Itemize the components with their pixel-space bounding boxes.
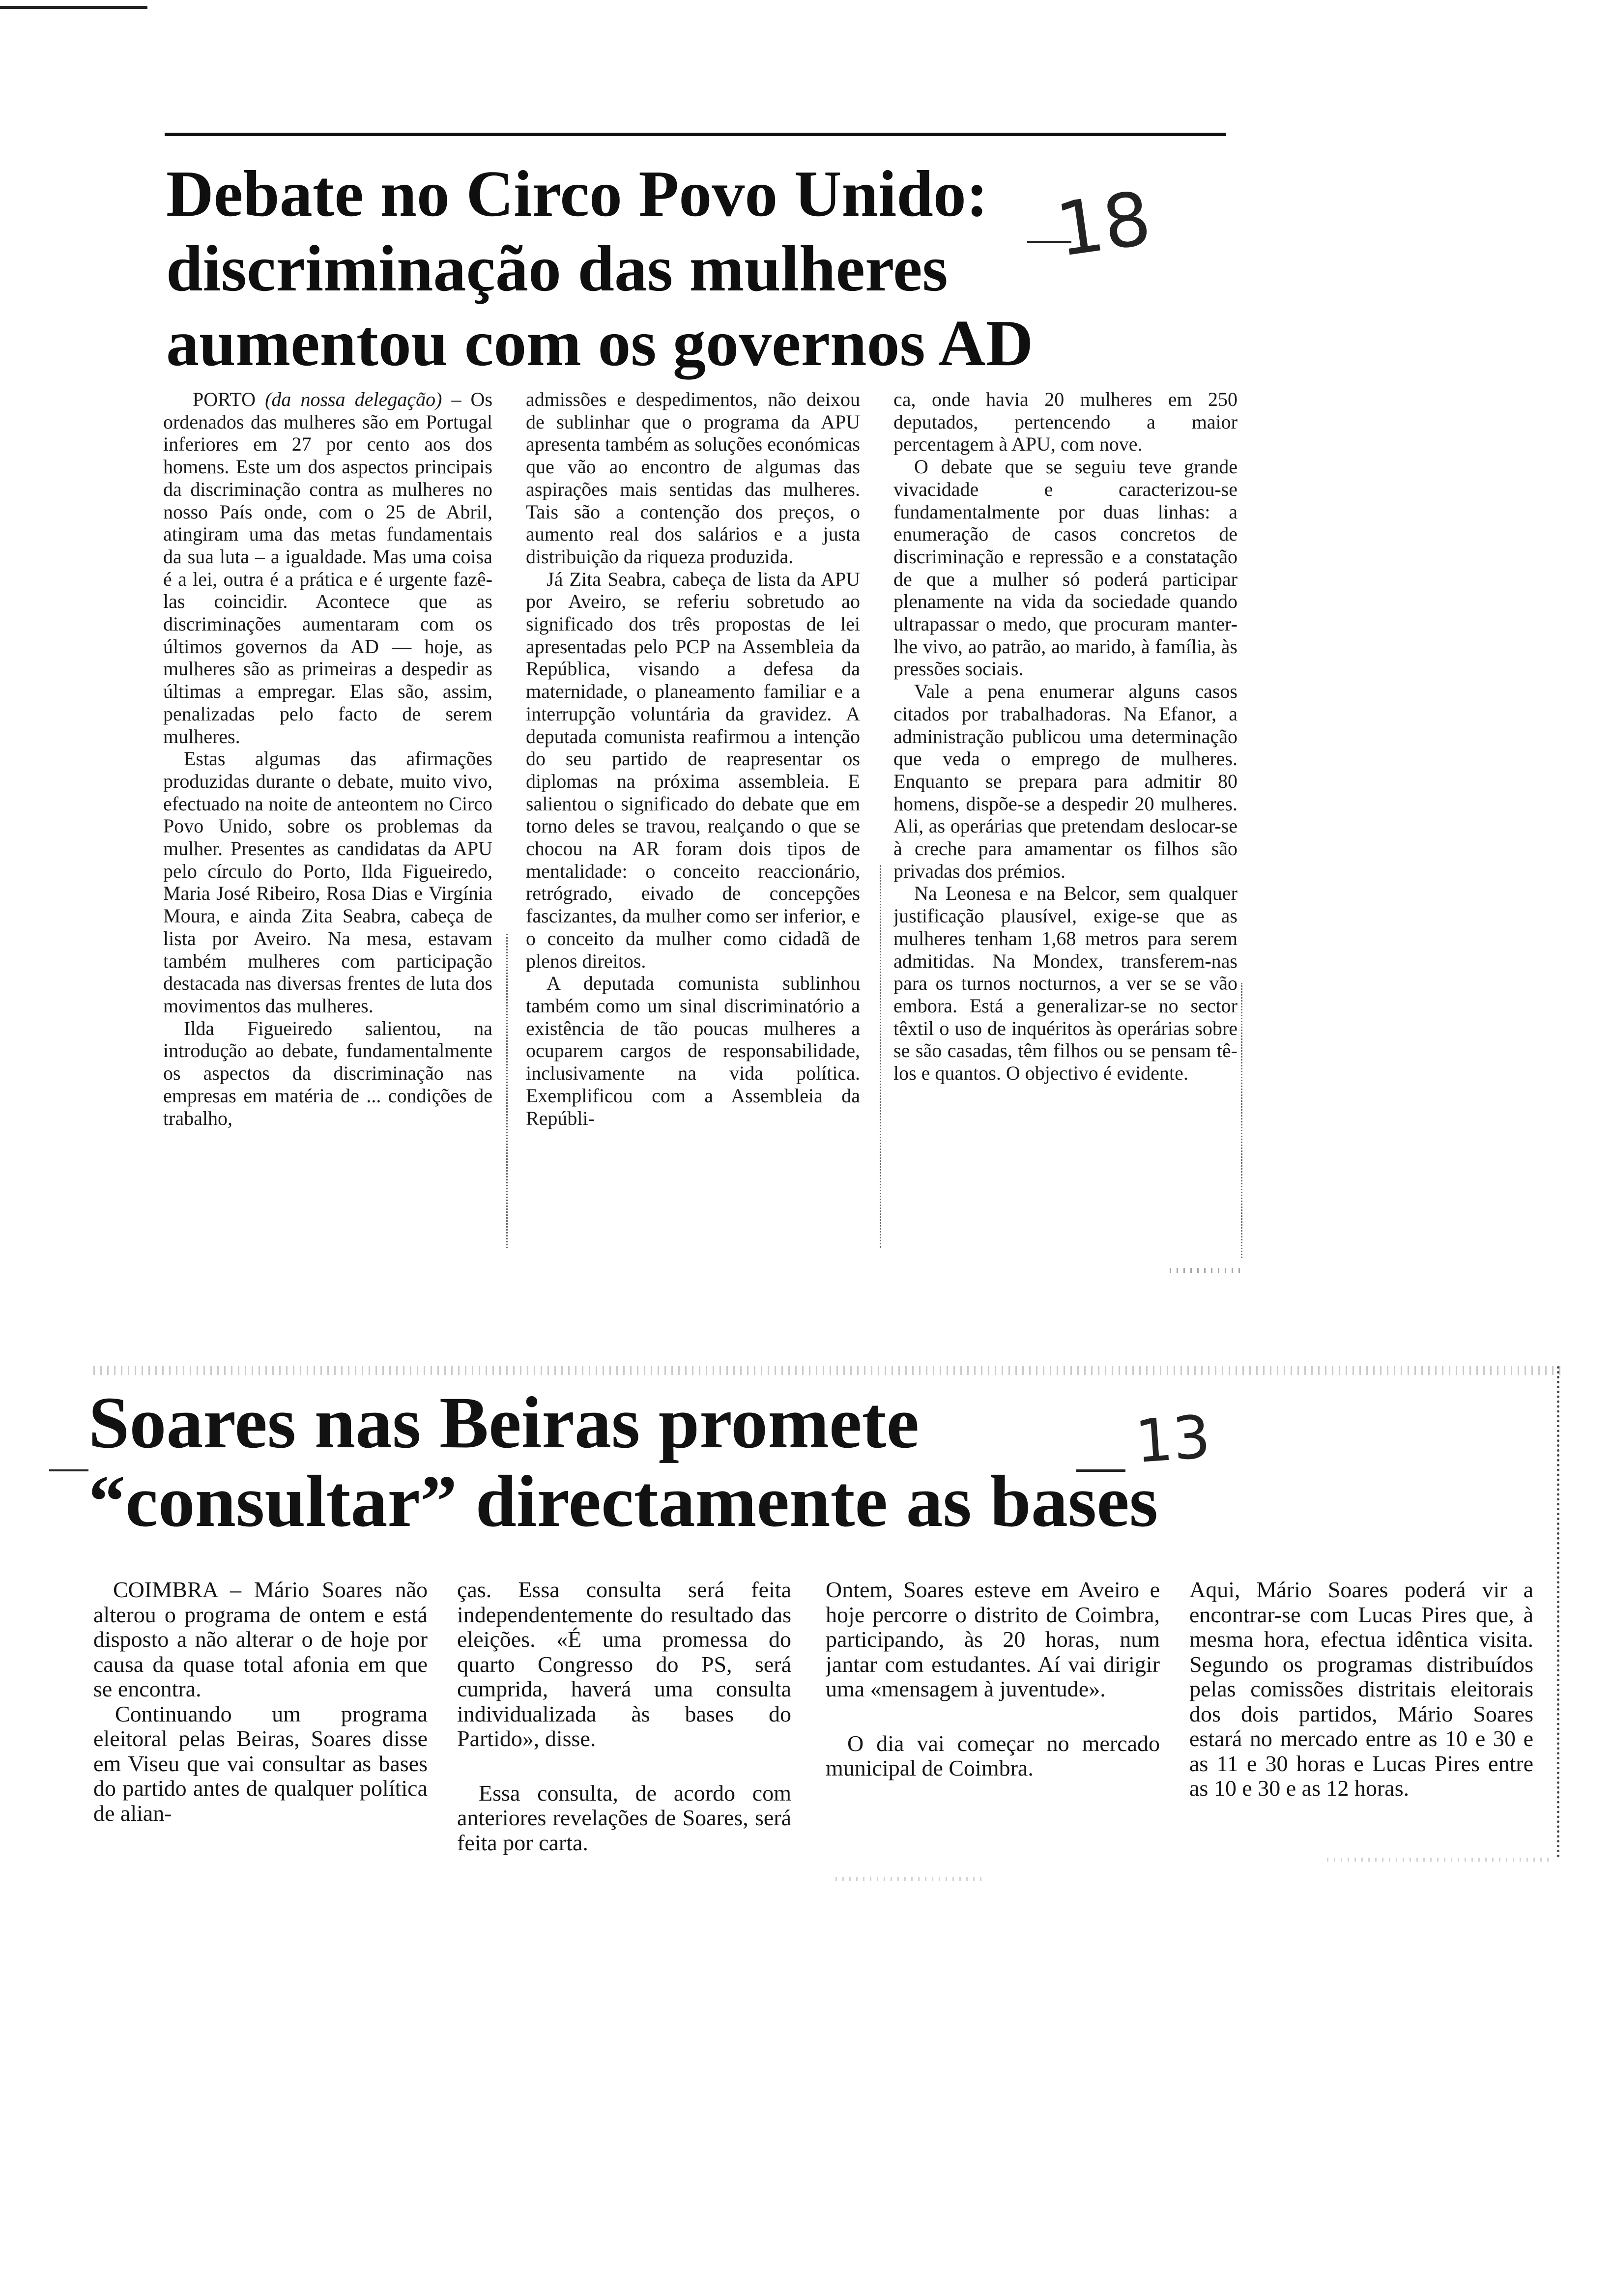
article2-column-2	[457, 1578, 791, 1872]
article1-paragraph: Vale a pena enumerar alguns casos citados por trabalhadoras. Na Efanor, a administração publicou uma determinação que veda o emprego de mulheres. Enquanto se prepara para admitir 80 homens, dispõe-se a despedir 20 mulheres. Ali, as operárias que pretendam deslocar-se à creche para amamentar os filhos são privadas dos prémios.	[893, 680, 1238, 882]
article2-column-1: COIMBRA – Mário Soares não alterou o programa de ontem e está disposto a não alterar o de hoje por causa da quase total afonia em que se encontra. Continuando um programa eleitoral pelas Beiras, Soares disse em Viseu que vai consultar as bases do partido antes de qualquer política de alian-	[93, 1578, 428, 1826]
article1-paragraph: ca, onde havia 20 mulheres em 250 deputados, pertencendo a maior percentagem à APU, com nove.	[893, 388, 1238, 456]
column-noise	[1241, 983, 1242, 1258]
copy-noise	[1327, 1858, 1553, 1862]
article2-headline-line1: Soares nas Beiras promete	[88, 1382, 920, 1464]
article1-paragraph: Na Leonesa e na Belcor, sem qualquer justificação plausível, exige-se que as mulheres tenham 1,68 metros para serem admitidas. Na Mondex, transferem-nas para os turnos nocturnos, a ver se se vão embora. Está a generalizar-se no sector têxtil o uso de inquéritos às operárias sobre se são casadas, têm filhos ou se pensam tê-los e quantos. O objectivo é evidente.	[893, 882, 1238, 1085]
article1-headline-line1: Debate no Circo Povo Unido:	[166, 157, 988, 230]
article1-headline-line2: discriminação das mulheres	[166, 232, 948, 305]
article1-column-1: PORTO (da nossa delegação) – Os ordenados das mulheres são em Portugal inferiores em 27 por cento aos dos homens. Este um dos aspectos principais da discriminação contra as mulheres no nosso País onde, com o 25 de Abril, atingiram uma das metas fundamentais da sua luta – a igualdade. Mas uma coisa é a lei, outra é a prática e é urgente fazê-las coincidir. Acontece que as discriminações aumentaram com os últimos governos da AD — hoje, as mulheres são as primeiras a despedir as últimas a empregar. Elas são, assim, penalizadas pelo facto de serem mulheres. Estas algumas das afirmações produzidas durante o debate, muito vivo, efectuado na noite de anteontem no Circo Povo Unido, sobre os problemas da mulher. Presentes as candidatas da APU pelo círculo do Porto, Ilda Figueiredo, Maria José Ribeiro, Rosa Dias e Virgínia Moura, e ainda Zita Seabra, cabeça de lista por Aveiro. Na mesa, estavam também mulheres com participação destacada nas diversas frentes de luta dos movimentos das mulheres. Ilda Figueiredo salientou, na introdução ao debate, fundamentalmente os aspectos da discriminação nas empresas em matéria de ... condições de trabalho,	[163, 388, 492, 1129]
article1-column-3	[893, 388, 1238, 1263]
copy-noise	[1170, 1268, 1243, 1273]
article2-paragraph: Aqui, Mário Soares poderá vir a encontrar-se com Lucas Pires que, à mesma hora, efectua idêntica visita. Segundo os programas distribuídos pelas comissões distritais eleitorais dos dois partidos, Mário Soares estará no mercado entre as 10 e 30 e as 11 e 30 horas e Lucas Pires entre as 10 e 30 e as 12 horas.	[1189, 1578, 1533, 1801]
article2-paragraph: O dia vai começar no mercado municipal de Coimbra.	[826, 1730, 1160, 1780]
article1-paragraph: A deputada comunista sublinhou também como um sinal discriminatório a existência de tão poucas mulheres a ocuparem cargos de responsabilidade, inclusivamente na vida política. Exemplificou com a Assembleia da Repúbli-	[526, 972, 860, 1129]
article2-paragraph: Continuando um programa eleitoral pelas Beiras, Soares disse em Viseu que vai consultar as bases do partido antes de qualquer política de alian-	[93, 1701, 428, 1826]
dateline: PORTO (da nossa delegação)	[193, 388, 442, 410]
handwritten-annotation: 13	[1133, 1403, 1213, 1477]
handwritten-stroke	[1076, 1469, 1125, 1472]
top-edge-line	[0, 6, 147, 9]
article2-paragraph: Ontem, Soares esteve em Aveiro e hoje percorre o distrito de Coimbra, participando, às 20 horas, num jantar com estudantes. Aí vai dirigir uma «mensagem à juventude».	[826, 1578, 1160, 1701]
copy-noise	[1557, 1366, 1559, 1858]
article1-paragraph: Ilda Figueiredo salientou, na introdução ao debate, fundamentalmente os aspectos da discriminação nas empresas em matéria de ... condições de trabalho,	[163, 1017, 492, 1129]
article1-paragraph: admissões e despedimentos, não deixou de sublinhar que o programa da APU apresenta também as soluções económicas que vão ao encontro de algumas das aspirações mais sentidas das mulheres. Tais são a contenção dos preços, o aumento real dos salários e a justa distribuição da riqueza produzida.	[526, 388, 860, 568]
copy-noise	[835, 1877, 983, 1881]
article-rule	[165, 133, 1226, 136]
article1-paragraph: O debate que se seguiu teve grande vivacidade e caracterizou-se fundamentalmente por duas linhas: a enumeração de casos concretos de discriminação e repressão e a constatação de que a mulher só poderá participar plenamente na vida da sociedade quando ultrapassar o medo, que procuram manter-lhe vivo, ao patrão, ao marido, à família, às pressões sociais.	[893, 456, 1238, 680]
handwritten-annotation: 18	[1051, 175, 1156, 274]
article1-headline-line3: aumentou com os governos AD	[166, 307, 1034, 379]
article1-column-2	[526, 388, 860, 1263]
article1-paragraph: Estas algumas das afirmações produzidas durante o debate, muito vivo, efectuado na noite de anteontem no Circo Povo Unido, sobre os problemas da mulher. Presentes as candidatas da APU pelo círculo do Porto, Ilda Figueiredo, Maria José Ribeiro, Rosa Dias e Virgínia Moura, e ainda Zita Seabra, cabeça de lista por Aveiro. Na mesa, estavam também mulheres com participação destacada nas diversas frentes de luta dos movimentos das mulheres.	[163, 747, 492, 1017]
scan-mark	[49, 1469, 88, 1471]
column-noise	[506, 934, 508, 1248]
copy-noise	[93, 1366, 1563, 1375]
column-noise	[880, 865, 881, 1248]
article2-headline-line2: “consultar” directamente as bases	[88, 1461, 1158, 1542]
dateline: COIMBRA	[113, 1578, 218, 1602]
article2-column-3	[826, 1578, 1160, 1872]
article2-paragraph: ças. Essa consulta será feita independentemente do resultado das eleições. «É uma promessa do quarto Congresso do PS, será cumprida, haverá uma consulta individualizada às bases do Partido», disse.	[457, 1578, 791, 1751]
handwritten-stroke	[1027, 241, 1071, 243]
article2-paragraph: Essa consulta, de acordo com anteriores revelações de Soares, será feita por carta.	[457, 1780, 791, 1855]
article1-paragraph: Já Zita Seabra, cabeça de lista da APU por Aveiro, se referiu sobretudo ao significado dos três propostas de lei apresentadas pelo PCP na Assembleia da República, visando a defesa da maternidade, o planeamento familiar e a interrupção voluntária da gravidez. A deputada comunista reafirmou a intenção do seu partido de reapresentar os diplomas na próxima assembleia. E salientou o significado do debate que em torno deles se travou, realçando o que se chocou na AR foram dois tipos de mentalidade: o conceito reaccionário, retrógrado, eivado de concepções fascizantes, da mulher como ser inferior, e o conceito da mulher como cidadã de plenos direitos.	[526, 568, 860, 972]
article2-column-4	[1189, 1578, 1533, 1872]
